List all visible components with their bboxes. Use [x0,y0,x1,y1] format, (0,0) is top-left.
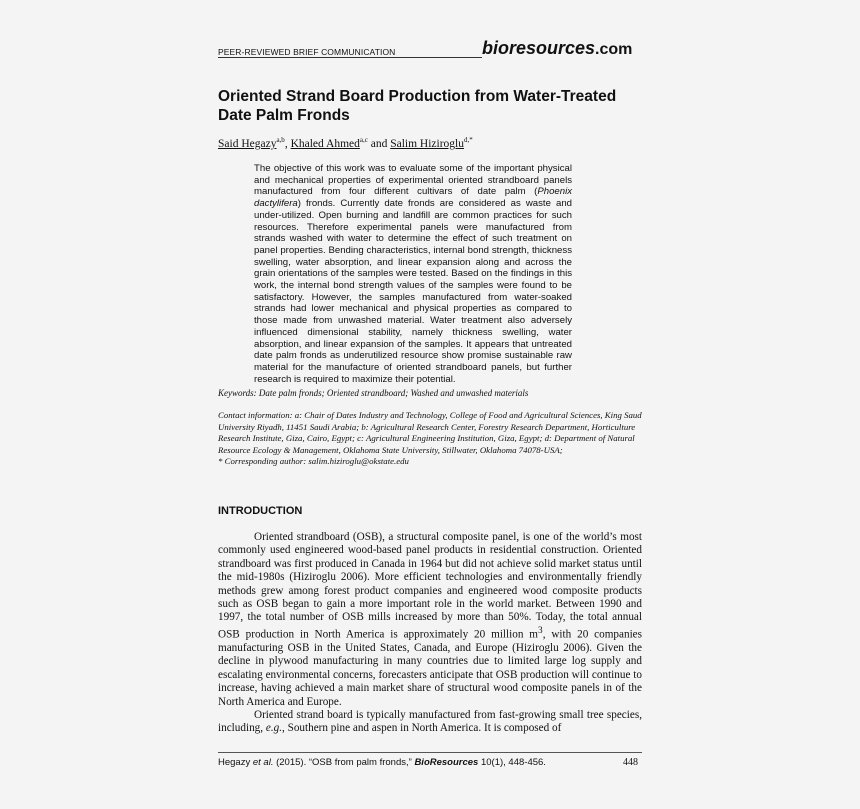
keywords: Keywords: Date palm fronds; Oriented strandboard; Washed and unwashed materials [218,388,529,398]
paragraph [218,531,642,709]
corresponding-author: * Corresponding author: salim.hiziroglu@okstate.edu [218,456,409,467]
author-name[interactable]: Salim Hiziroglu [390,137,464,150]
abstract-text: ) fronds. Currently date fronds are considered as waste and under-utilized. Open burning and landfill are common practices for such resources. Therefore experimental panels were manufactured from strands washed with water to determine the effect of such treatment on panel properties. Bending characteristics, internal bond strength, thickness swelling, water absorption, and linear expansion along and across the grain orientations of the samples were tested. Based on the findings in this work, the internal bond strength values of the samples were found to be satisfactory. However, the samples manufactured from water-soaked strands had lower mechanical and physical properties as compared to those made from unwashed material. Water treatment also adversely influenced dimensional stability, namely thickness swelling, water absorption, and linear expansion of the samples. It appears that untreated date palm fronds as underutilized resource show promise sustainable raw material for the manufacture of oriented strandboard panels, but further research is required to maximize their potential. [254,198,572,385]
abbrev-eg: e.g. [265,722,283,735]
header-rule [218,57,482,58]
paragraph-text: Oriented strand board is typically manufactured from fast-growing small tree species, including, [218,709,642,735]
brand-suffix: .com [595,41,633,58]
paragraph-text: , with 20 companies manufacturing OSB in the United States, Canada, and Europe (Hiziroglu 2006). Given the decline in plywood manufacturing in many countries due to limited large log supply and escalating environmental concerns, forecasters anticipate that OSB production will continue to increase, having achieved a main market share of structural wood composite panels in of the North America and Europe. [218,628,642,708]
contact-text: Contact information: a: Chair of Dates Industry and Technology, College of Food and Agricultural Sciences, King Saud University Riyadh, 11451 Saudi Arabia; b: Agricultural Research Center, Forestry Research Department, Horticulture Research Institute, Giza, Cairo, Egypt; c: Agricultural Engineering Institution, Giza, Egypt; d: Department of Natural Resource Ecology & Management, Oklahoma State University, Stillwater, Oklahoma 74078-USA; [218,410,642,455]
author-separator: , [284,137,291,150]
paragraph-text: Oriented strandboard (OSB), a structural composite panel, is one of the world’s most commonly used engineered wood-based panel products in residential construction. Oriented strandboard was first produced in Canada in 1964 but did not achieve solid market status until the mid-1980s (Hiziroglu 2006). More efficient technologies and environmentally friendly methods grew among forest product companies and engineered wood composite products such as OSB began to gain a more important role in the world market. Between 1990 and 1997, the total number of OSB mills increased by more than 50%. Today, the total annual OSB production in North America is approximately 20 million m [218,531,642,641]
author-list [218,136,473,150]
author-separator: and [367,137,391,150]
section-heading: INTRODUCTION [218,505,303,517]
introduction-body [218,531,642,736]
brand-main: bioresources [482,38,596,58]
citation-journal: BioResources [414,757,479,768]
footer-rule [218,752,642,753]
footer-citation [218,757,546,768]
abstract [254,163,572,385]
header-label: PEER-REVIEWED BRIEF COMMUNICATION [218,47,396,57]
paper-title: Oriented Strand Board Production from Water-Treated Date Palm Fronds [218,88,617,124]
abstract-text: The objective of this work was to evaluate some of the important physical and mechanical properties of experimental oriented strandboard panels manufactured from four different cultivars of date palm ( [254,163,572,198]
citation-text: 10(1), 448-456. [478,757,546,768]
author-affiliation: a,c [359,136,368,144]
author-affiliation: a,b [276,136,285,144]
species-name: Phoenix dactylifera [254,186,572,210]
citation-etal: et al. [252,757,274,768]
paragraph [218,709,642,736]
journal-brand [482,38,632,59]
page-number: 448 [623,757,638,768]
author-name[interactable]: Said Hegazy [218,137,277,150]
citation-text: Hegazy [218,757,253,768]
citation-text: (2015). “OSB from palm fronds,” [273,757,415,768]
author-affiliation: d,* [464,136,473,144]
paragraph-text: , Southern pine and aspen in North America. It is composed of [282,722,562,735]
superscript: 3 [538,625,543,636]
author-name[interactable]: Khaled Ahmed [290,137,360,150]
contact-info [218,410,648,468]
